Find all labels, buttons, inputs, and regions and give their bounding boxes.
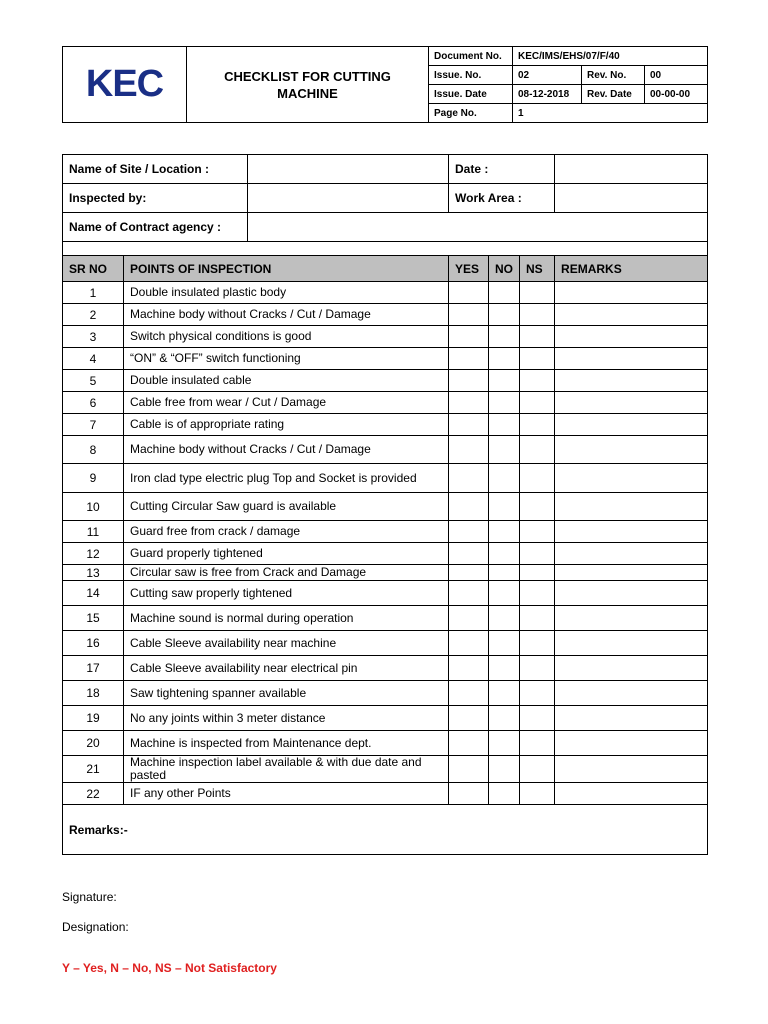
row-point: Machine body without Cracks / Cut / Damage	[124, 436, 449, 464]
row-remarks-cell[interactable]	[555, 282, 708, 304]
row-point: Double insulated plastic body	[124, 282, 449, 304]
row-sr-no: 15	[63, 606, 124, 631]
checklist-row	[63, 392, 708, 414]
row-sr-no: 8	[63, 436, 124, 464]
signature-label: Signature:	[62, 890, 117, 904]
row-ns-cell[interactable]	[520, 656, 555, 681]
row-point: IF any other Points	[124, 783, 449, 805]
row-yes-cell[interactable]	[449, 521, 489, 543]
row-no-cell[interactable]	[489, 304, 520, 326]
row-ns-cell[interactable]	[520, 581, 555, 606]
row-no-cell[interactable]	[489, 436, 520, 464]
row-no-cell[interactable]	[489, 521, 520, 543]
row-sr-no: 17	[63, 656, 124, 681]
page-no-label: Page No.	[429, 104, 513, 123]
remarks-label: Remarks:-	[63, 805, 708, 855]
row-sr-no: 21	[63, 756, 124, 783]
col-no: NO	[489, 256, 520, 282]
row-point: Cable Sleeve availability near electrical pin	[124, 656, 449, 681]
row-yes-cell[interactable]	[449, 370, 489, 392]
row-point: Machine inspection label available & with due date and pasted	[124, 756, 449, 783]
row-point: Guard properly tightened	[124, 543, 449, 565]
spacer-row	[63, 242, 708, 256]
row-point: Machine sound is normal during operation	[124, 606, 449, 631]
row-point: Cutting Circular Saw guard is available	[124, 493, 449, 521]
row-ns-cell[interactable]	[520, 493, 555, 521]
rev-date-label: Rev. Date	[582, 85, 645, 104]
checklist-row	[63, 521, 708, 543]
row-point: Machine is inspected from Maintenance dept.	[124, 731, 449, 756]
row-no-cell[interactable]	[489, 414, 520, 436]
row-sr-no: 14	[63, 581, 124, 606]
row-no-cell[interactable]	[489, 581, 520, 606]
row-yes-cell[interactable]	[449, 731, 489, 756]
row-no-cell[interactable]	[489, 493, 520, 521]
row-remarks-cell[interactable]	[555, 606, 708, 631]
row-yes-cell[interactable]	[449, 656, 489, 681]
row-yes-cell[interactable]	[449, 326, 489, 348]
document-title	[187, 47, 429, 123]
issue-no-value: 02	[513, 66, 582, 85]
row-yes-cell[interactable]	[449, 681, 489, 706]
row-no-cell[interactable]	[489, 348, 520, 370]
row-sr-no: 5	[63, 370, 124, 392]
col-remarks: REMARKS	[555, 256, 708, 282]
row-ns-cell[interactable]	[520, 756, 555, 783]
checklist-row	[63, 656, 708, 681]
checklist-row	[63, 581, 708, 606]
row-sr-no: 22	[63, 783, 124, 805]
row-sr-no: 1	[63, 282, 124, 304]
site-field[interactable]	[248, 155, 449, 184]
row-point: Cable is of appropriate rating	[124, 414, 449, 436]
row-ns-cell[interactable]	[520, 348, 555, 370]
row-no-cell[interactable]	[489, 783, 520, 805]
row-remarks-cell[interactable]	[555, 414, 708, 436]
checklist-row	[63, 436, 708, 464]
checklist-row	[63, 348, 708, 370]
checklist-row	[63, 681, 708, 706]
row-point: Cutting saw properly tightened	[124, 581, 449, 606]
checklist-row	[63, 282, 708, 304]
title-line-1: CHECKLIST FOR CUTTING	[224, 68, 391, 84]
row-remarks-cell[interactable]	[555, 543, 708, 565]
row-remarks-cell[interactable]	[555, 706, 708, 731]
row-remarks-cell[interactable]	[555, 756, 708, 783]
row-sr-no: 2	[63, 304, 124, 326]
row-remarks-cell[interactable]	[555, 656, 708, 681]
row-no-cell[interactable]	[489, 606, 520, 631]
row-point: Iron clad type electric plug Top and Socket is provided	[124, 464, 449, 493]
row-ns-cell[interactable]	[520, 681, 555, 706]
row-remarks-cell[interactable]	[555, 370, 708, 392]
row-remarks-cell[interactable]	[555, 436, 708, 464]
row-point: No any joints within 3 meter distance	[124, 706, 449, 731]
row-no-cell[interactable]	[489, 631, 520, 656]
row-ns-cell[interactable]	[520, 436, 555, 464]
col-sr-no: SR NO	[63, 256, 124, 282]
site-label: Name of Site / Location :	[63, 155, 248, 184]
row-no-cell[interactable]	[489, 464, 520, 493]
inspected-by-label: Inspected by:	[63, 184, 248, 213]
row-ns-cell[interactable]	[520, 783, 555, 805]
row-yes-cell[interactable]	[449, 543, 489, 565]
work-area-field[interactable]	[555, 184, 708, 213]
rev-no-value: 00	[645, 66, 708, 85]
rev-date-value: 00-00-00	[645, 85, 708, 104]
date-label: Date :	[449, 155, 555, 184]
row-ns-cell[interactable]	[520, 731, 555, 756]
checklist-row	[63, 731, 708, 756]
logo-cell	[63, 47, 187, 123]
issue-date-value: 08-12-2018	[513, 85, 582, 104]
row-yes-cell[interactable]	[449, 631, 489, 656]
row-sr-no: 6	[63, 392, 124, 414]
row-yes-cell[interactable]	[449, 565, 489, 581]
row-ns-cell[interactable]	[520, 282, 555, 304]
col-ns: NS	[520, 256, 555, 282]
row-remarks-cell[interactable]	[555, 392, 708, 414]
row-no-cell[interactable]	[489, 392, 520, 414]
checklist-items	[63, 282, 708, 805]
row-point: “ON” & “OFF” switch functioning	[124, 348, 449, 370]
checklist-row	[63, 493, 708, 521]
row-sr-no: 11	[63, 521, 124, 543]
row-ns-cell[interactable]	[520, 706, 555, 731]
row-no-cell[interactable]	[489, 756, 520, 783]
row-sr-no: 4	[63, 348, 124, 370]
title-line-2: MACHINE	[277, 85, 338, 101]
row-yes-cell[interactable]	[449, 581, 489, 606]
row-sr-no: 12	[63, 543, 124, 565]
row-no-cell[interactable]	[489, 565, 520, 581]
row-remarks-cell[interactable]	[555, 565, 708, 581]
row-ns-cell[interactable]	[520, 414, 555, 436]
checklist-row	[63, 543, 708, 565]
row-remarks-cell[interactable]	[555, 731, 708, 756]
row-no-cell[interactable]	[489, 326, 520, 348]
row-yes-cell[interactable]	[449, 436, 489, 464]
row-point: Cable free from wear / Cut / Damage	[124, 392, 449, 414]
checklist-row	[63, 606, 708, 631]
row-yes-cell[interactable]	[449, 783, 489, 805]
row-remarks-cell[interactable]	[555, 326, 708, 348]
row-ns-cell[interactable]	[520, 464, 555, 493]
row-ns-cell[interactable]	[520, 521, 555, 543]
row-remarks-cell[interactable]	[555, 348, 708, 370]
row-ns-cell[interactable]	[520, 326, 555, 348]
doc-no-label: Document No.	[429, 47, 513, 66]
col-yes: YES	[449, 256, 489, 282]
col-points: POINTS OF INSPECTION	[124, 256, 449, 282]
row-no-cell[interactable]	[489, 706, 520, 731]
row-sr-no: 9	[63, 464, 124, 493]
issue-date-label: Issue. Date	[429, 85, 513, 104]
row-no-cell[interactable]	[489, 543, 520, 565]
row-sr-no: 13	[63, 565, 124, 581]
row-yes-cell[interactable]	[449, 706, 489, 731]
row-sr-no: 3	[63, 326, 124, 348]
inspection-checklist	[62, 154, 708, 855]
row-ns-cell[interactable]	[520, 304, 555, 326]
row-ns-cell[interactable]	[520, 543, 555, 565]
row-remarks-cell[interactable]	[555, 493, 708, 521]
date-field[interactable]	[555, 155, 708, 184]
checklist-row	[63, 464, 708, 493]
row-sr-no: 18	[63, 681, 124, 706]
checklist-row	[63, 565, 708, 581]
row-ns-cell[interactable]	[520, 370, 555, 392]
row-remarks-cell[interactable]	[555, 304, 708, 326]
row-sr-no: 7	[63, 414, 124, 436]
checklist-row	[63, 304, 708, 326]
row-no-cell[interactable]	[489, 282, 520, 304]
checklist-row	[63, 706, 708, 731]
row-remarks-cell[interactable]	[555, 631, 708, 656]
agency-field[interactable]	[248, 213, 708, 242]
row-point: Cable Sleeve availability near machine	[124, 631, 449, 656]
agency-label: Name of Contract agency :	[63, 213, 248, 242]
rev-no-label: Rev. No.	[582, 66, 645, 85]
row-sr-no: 19	[63, 706, 124, 731]
row-point: Circular saw is free from Crack and Damage	[124, 565, 449, 581]
row-point: Guard free from crack / damage	[124, 521, 449, 543]
row-no-cell[interactable]	[489, 370, 520, 392]
issue-no-label: Issue. No.	[429, 66, 513, 85]
row-remarks-cell[interactable]	[555, 783, 708, 805]
row-yes-cell[interactable]	[449, 606, 489, 631]
row-yes-cell[interactable]	[449, 464, 489, 493]
row-point: Switch physical conditions is good	[124, 326, 449, 348]
row-yes-cell[interactable]	[449, 304, 489, 326]
page-no-value: 1	[513, 104, 708, 123]
row-ns-cell[interactable]	[520, 606, 555, 631]
row-sr-no: 16	[63, 631, 124, 656]
checklist-row	[63, 783, 708, 805]
inspected-by-field[interactable]	[248, 184, 449, 213]
work-area-label: Work Area :	[449, 184, 555, 213]
row-ns-cell[interactable]	[520, 392, 555, 414]
designation-label: Designation:	[62, 920, 129, 934]
kec-logo: KEC	[85, 63, 164, 105]
checklist-row	[63, 756, 708, 783]
row-remarks-cell[interactable]	[555, 521, 708, 543]
row-ns-cell[interactable]	[520, 565, 555, 581]
row-point: Double insulated cable	[124, 370, 449, 392]
row-yes-cell[interactable]	[449, 392, 489, 414]
row-yes-cell[interactable]	[449, 282, 489, 304]
row-ns-cell[interactable]	[520, 631, 555, 656]
row-sr-no: 10	[63, 493, 124, 521]
doc-no-value: KEC/IMS/EHS/07/F/40	[513, 47, 708, 66]
checklist-row	[63, 370, 708, 392]
row-yes-cell[interactable]	[449, 414, 489, 436]
row-no-cell[interactable]	[489, 731, 520, 756]
row-remarks-cell[interactable]	[555, 581, 708, 606]
row-remarks-cell[interactable]	[555, 464, 708, 493]
legend: Y – Yes, N – No, NS – Not Satisfactory	[62, 961, 277, 975]
checklist-row	[63, 414, 708, 436]
row-no-cell[interactable]	[489, 681, 520, 706]
row-yes-cell[interactable]	[449, 493, 489, 521]
row-yes-cell[interactable]	[449, 348, 489, 370]
row-point: Saw tightening spanner available	[124, 681, 449, 706]
checklist-row	[63, 326, 708, 348]
checklist-row	[63, 631, 708, 656]
row-remarks-cell[interactable]	[555, 681, 708, 706]
row-sr-no: 20	[63, 731, 124, 756]
document-header	[62, 46, 708, 123]
row-point: Machine body without Cracks / Cut / Damage	[124, 304, 449, 326]
row-yes-cell[interactable]	[449, 756, 489, 783]
row-no-cell[interactable]	[489, 656, 520, 681]
